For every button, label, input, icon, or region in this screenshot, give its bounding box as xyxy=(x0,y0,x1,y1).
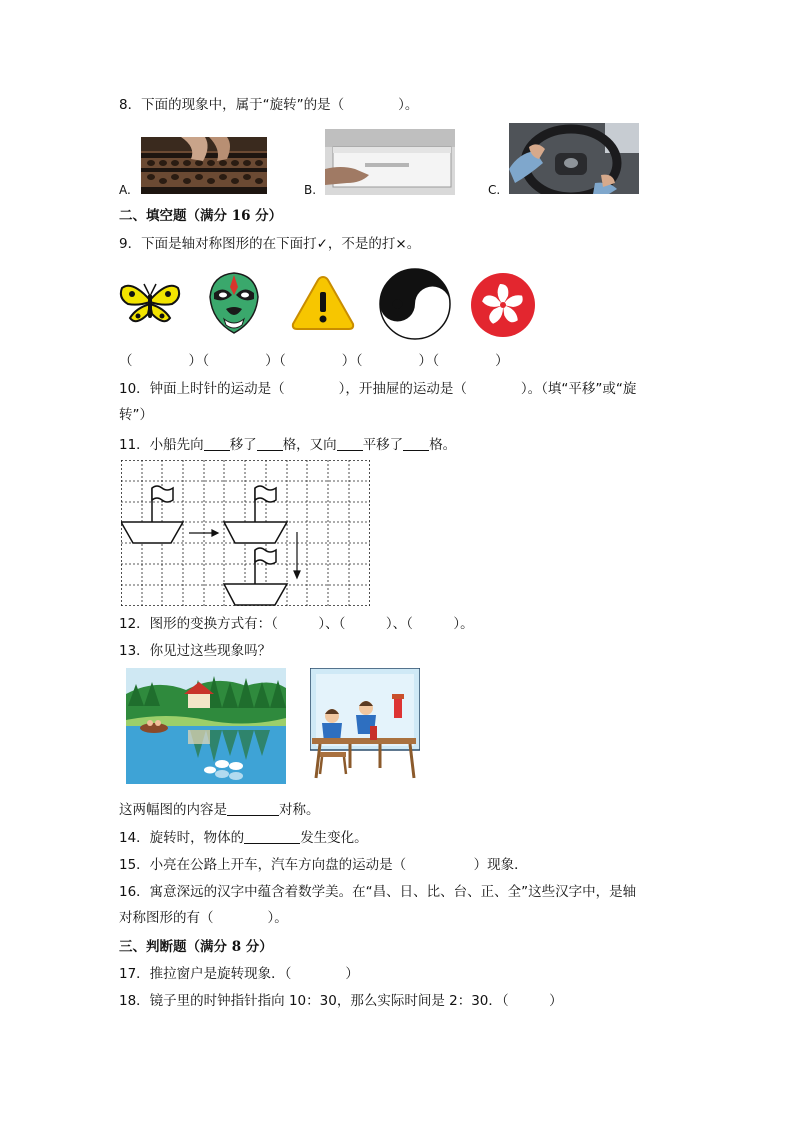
q11-part-3: 格，又向 xyxy=(282,437,337,453)
q9-answer-blanks: （ ）（ ）（ ）（ ）（ ） xyxy=(119,353,509,369)
section-3-heading: 三、判断题（满分 8 分） xyxy=(119,939,273,955)
q14-blank[interactable] xyxy=(244,830,300,844)
q11-blank-count-1[interactable] xyxy=(257,437,283,451)
steering-wheel-image xyxy=(509,123,639,194)
section-2-heading: 二、填空题（满分 16 分） xyxy=(119,208,283,224)
q10-line-1: 10．钟面上时针的运动是（ ），开抽屉的运动是（ ）。（填“平移”或“旋 xyxy=(119,381,637,397)
q14-question xyxy=(119,829,368,847)
q16-line-1: 16．寓意深远的汉字中蕴含着数学美。在“昌、日、比、台、正、全”这些汉字中，是轴 xyxy=(119,884,637,900)
mirror-children-image xyxy=(310,668,420,782)
boat-translation-grid xyxy=(121,460,370,606)
q11-part-4: 平移了 xyxy=(362,437,404,453)
q17-question: 17．推拉窗户是旋转现象．（ ） xyxy=(119,966,359,982)
q13-tail-suffix: 对称。 xyxy=(279,802,320,818)
butterfly-icon xyxy=(118,280,182,328)
q15-question: 15．小亮在公路上开车，汽车方向盘的运动是（ ）现象． xyxy=(119,857,528,873)
q14-prefix: 14．旋转时，物体的 xyxy=(119,830,245,846)
q11-part-2: 移了 xyxy=(229,437,257,453)
lake-reflection-image xyxy=(126,668,286,784)
bauhinia-flag-icon xyxy=(470,272,536,338)
yin-yang-icon xyxy=(379,268,451,340)
q13-tail-prefix: 这两幅图的内容是 xyxy=(119,802,227,818)
q11-blank-direction-1[interactable] xyxy=(204,437,230,451)
q13-question: 13．你见过这些现象吗？ xyxy=(119,643,272,659)
abacus-image xyxy=(141,137,267,194)
q11-part-1: 11．小船先向 xyxy=(119,437,204,453)
q12-question: 12．图形的变换方式有：（ ）、（ ）、（ ）。 xyxy=(119,616,474,632)
q14-suffix: 发生变化。 xyxy=(300,830,368,846)
q10-line-2: 转”） xyxy=(119,407,153,423)
q11-blank-count-2[interactable] xyxy=(403,437,429,451)
q8-option-c-label: C. xyxy=(488,183,501,197)
warning-sign-icon xyxy=(290,274,356,332)
q11-blank-direction-2[interactable] xyxy=(337,437,363,451)
q16-line-2: 对称图形的有（ ）。 xyxy=(119,910,288,926)
opera-mask-icon xyxy=(208,271,260,335)
drawer-image xyxy=(325,129,455,195)
q11-part-5: 格。 xyxy=(429,437,457,453)
q8-question: 8．下面的现象中，属于“旋转”的是（ ）。 xyxy=(119,97,419,113)
q13-tail xyxy=(119,801,320,819)
q8-option-b-label: B. xyxy=(304,183,317,197)
q13-blank[interactable] xyxy=(227,802,279,816)
q11-question xyxy=(119,436,456,454)
q9-question: 9．下面是轴对称图形的在下面打✓，不是的打×。 xyxy=(119,236,421,252)
q8-option-a-label: A. xyxy=(119,183,131,197)
q18-question: 18．镜子里的时钟指针指向 10：30，那么实际时间是 2：30．（ ） xyxy=(119,993,563,1009)
